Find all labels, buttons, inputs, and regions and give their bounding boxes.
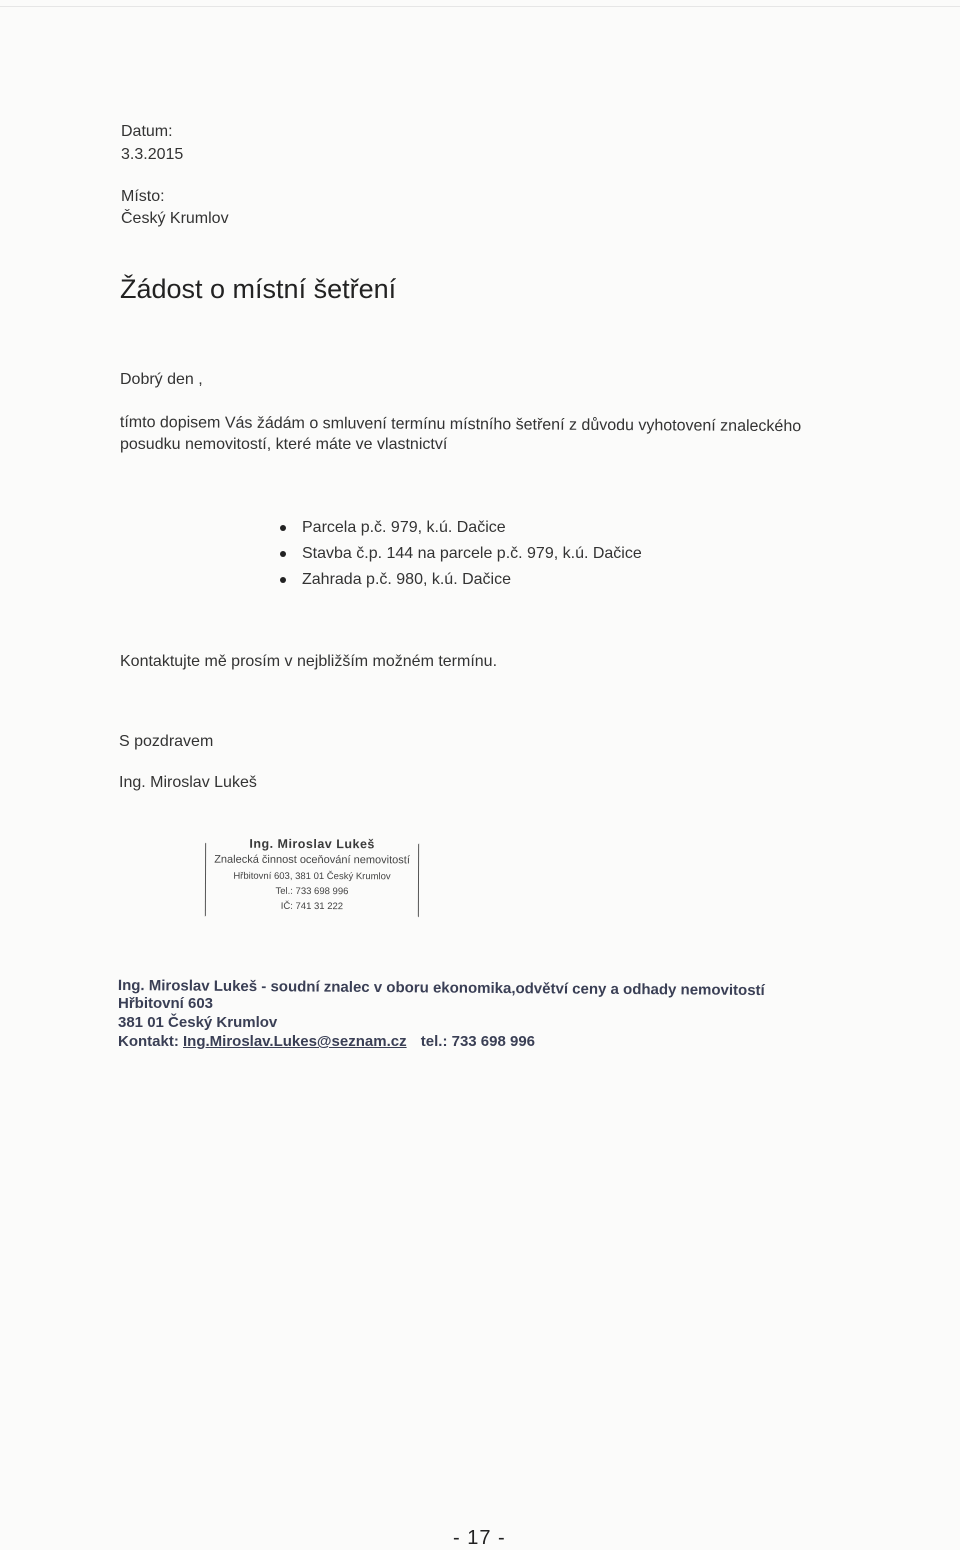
date-value: 3.3.2015 bbox=[121, 146, 184, 163]
page-number: - 17 - bbox=[453, 1527, 506, 1549]
official-stamp bbox=[205, 836, 419, 918]
body-paragraph-line-1: tímto dopisem Vás žádám o smluvení termínu místního šetření z důvodu vyhotovení znaleckého bbox=[119, 413, 802, 436]
stamp-phone: Tel.: 733 698 996 bbox=[275, 885, 349, 898]
footer-contact-label: Kontakt: bbox=[118, 1033, 179, 1050]
email-link[interactable]: Ing.Miroslav.Lukes@seznam.cz bbox=[183, 1033, 407, 1050]
place-label: Místo: bbox=[121, 188, 165, 205]
footer-city: 381 01 Český Krumlov bbox=[118, 1014, 278, 1031]
footer-role: - soudní znalec v oboru ekonomika,odvětví ceny a odhady nemovitostí bbox=[261, 978, 765, 1000]
stamp-address: Hřbitovní 603, 381 01 Český Krumlov bbox=[233, 870, 391, 883]
greeting: Dobrý den , bbox=[120, 371, 203, 388]
footer-contact bbox=[118, 1033, 535, 1050]
property-list bbox=[280, 515, 642, 593]
stamp-ic: IČ: 741 31 222 bbox=[206, 901, 418, 913]
closing-text: S pozdravem bbox=[119, 733, 214, 750]
stamp-subtitle: Znalecká činnost oceňování nemovitostí bbox=[214, 853, 410, 867]
list-item: Parcela p.č. 979, k.ú. Dačice bbox=[280, 515, 642, 541]
footer-line-1 bbox=[118, 977, 765, 999]
stamp-name: Ing. Miroslav Lukeš bbox=[206, 837, 418, 852]
body-paragraph-line-2: posudku nemovitostí, které máte ve vlastnictví bbox=[120, 436, 448, 453]
list-item: Zahrada p.č. 980, k.ú. Dačice bbox=[280, 567, 642, 593]
document-title: Žádost o místní šetření bbox=[120, 274, 397, 304]
signature-name: Ing. Miroslav Lukeš bbox=[119, 774, 257, 791]
list-item: Stavba č.p. 144 na parcele p.č. 979, k.ú. Dačice bbox=[280, 541, 642, 567]
place-value: Český Krumlov bbox=[121, 210, 229, 227]
footer-name: Ing. Miroslav Lukeš bbox=[117, 977, 258, 996]
date-label: Datum: bbox=[121, 123, 173, 140]
top-rule bbox=[0, 6, 960, 7]
request-text: Kontaktujte mě prosím v nejbližším možném termínu. bbox=[120, 653, 498, 670]
footer-street: Hřbitovní 603 bbox=[118, 995, 214, 1012]
footer-phone: tel.: 733 698 996 bbox=[420, 1033, 536, 1050]
